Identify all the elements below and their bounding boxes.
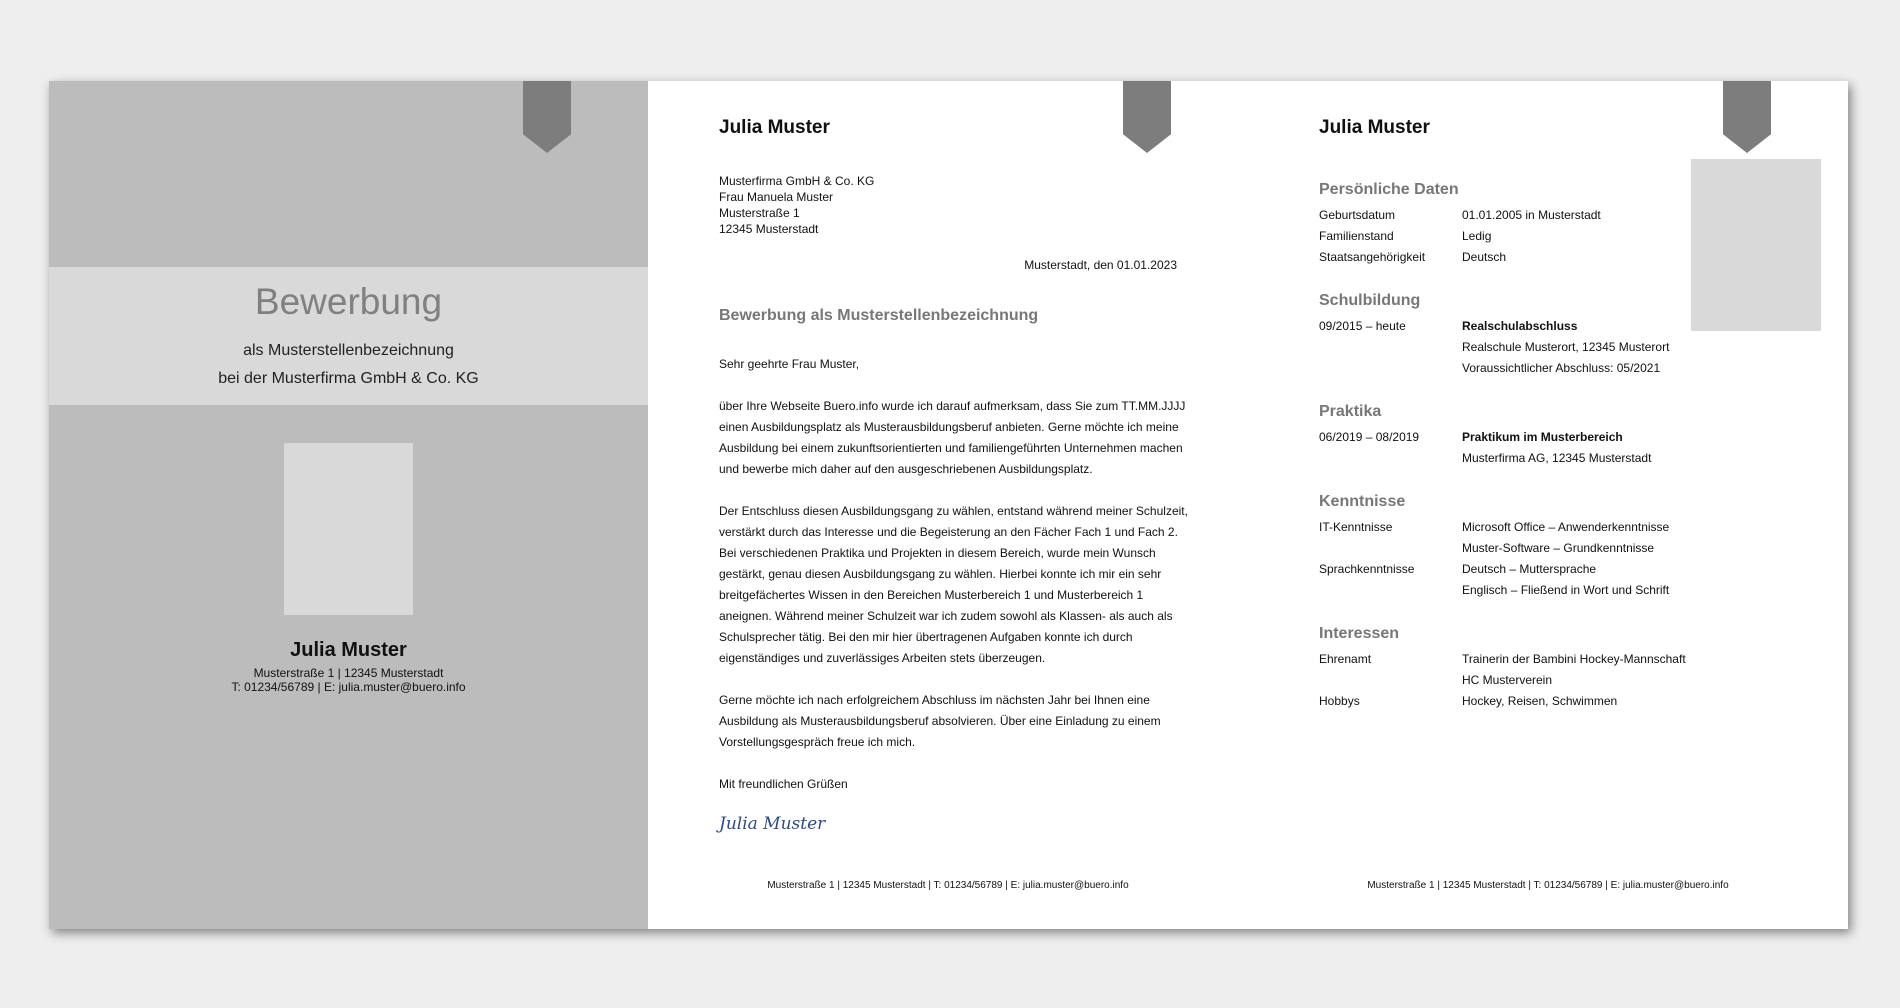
cover-title-band — [49, 267, 648, 405]
section-interests — [1319, 625, 1789, 712]
cv-row — [1319, 649, 1789, 691]
recipient-line: Frau Manuela Muster — [719, 190, 834, 204]
row-value: Realschulabschluss — [1462, 319, 1578, 333]
cv-row — [1319, 316, 1789, 379]
row-value: Deutsch – Muttersprache — [1462, 562, 1597, 576]
cover-subtitle-line2: bei der Musterfirma GmbH & Co. KG — [218, 370, 479, 387]
row-label: Sprachkenntnisse — [1319, 562, 1415, 576]
row-label: IT-Kenntnisse — [1319, 520, 1393, 534]
cover-subtitle-line1: als Musterstellenbezeichnung — [243, 342, 454, 359]
row-label: Staatsangehörigkeit — [1319, 250, 1426, 264]
photo-placeholder — [284, 443, 413, 615]
letter-sender-name: Julia Muster — [719, 117, 830, 138]
row-label: 09/2015 – heute — [1319, 319, 1406, 333]
bookmark-tab — [523, 81, 571, 153]
letter-subject: Bewerbung als Musterstellenbezeichnung — [719, 307, 1039, 324]
application-spread — [49, 81, 1848, 929]
row-label: 06/2019 – 08/2019 — [1319, 430, 1420, 444]
bookmark-tab — [1123, 81, 1171, 153]
row-value: Praktikum im Musterbereich — [1462, 430, 1623, 444]
section-heading: Praktika — [1319, 403, 1382, 420]
recipient-line: 12345 Musterstadt — [719, 222, 819, 236]
cv-name: Julia Muster — [1319, 117, 1430, 138]
row-value: Musterfirma AG, 12345 Musterstadt — [1462, 451, 1652, 465]
cv-page — [1248, 81, 1848, 929]
row-value: Realschule Musterort, 12345 Musterort — [1462, 340, 1670, 354]
row-value: Muster-Software – Grundkenntnisse — [1462, 541, 1655, 555]
section-internship — [1319, 403, 1789, 469]
cv-row — [1319, 517, 1789, 559]
letter-footer: Musterstraße 1 | 12345 Musterstadt | T: 01234/56789 | E: julia.muster@buero.info — [767, 880, 1129, 891]
row-value: Ledig — [1462, 229, 1492, 243]
recipient-line: Musterfirma GmbH & Co. KG — [719, 174, 875, 188]
section-school — [1319, 292, 1789, 379]
cv-row — [1319, 427, 1789, 469]
cv-row — [1319, 247, 1789, 268]
row-value: Microsoft Office – Anwenderkenntnisse — [1462, 520, 1670, 534]
cover-contact: T: 01234/56789 | E: julia.muster@buero.info — [231, 680, 466, 694]
cv-row — [1319, 226, 1789, 247]
handwritten-signature: Julia Muster — [719, 814, 826, 834]
section-heading: Persönliche Daten — [1319, 181, 1459, 198]
row-value: 01.01.2005 in Musterstadt — [1462, 208, 1601, 222]
cv-row — [1319, 691, 1789, 712]
letter-paragraph: Der Entschluss diesen Ausbildungsgang zu wählen, entstand während meiner Schulzeit, verstärkt durch das Interesse und die Begeisterung an den Fächer Fach 1 und Fach 2. Bei verschiedenen Praktika und Projekten in diesem Bereich, wurde mein Wunsch gestärkt, genau diesen Ausbildungsgang zu wählen. Hierbei konnte ich mir ein sehr breitgefächertes Wissen in den Bereichen Musterbereich 1 und Musterbereich 1 aneignen. Während meiner Schulzeit war ich zudem sowohl als Klassen- als auch als Schulsprecher tätig. Bei den mir hier übertragenen Aufgaben konnte ich durch eigenständiges und zuverlässiges Arbeiten stets überzeugen. — [719, 504, 1188, 665]
row-label: Ehrenamt — [1319, 652, 1372, 666]
row-label: Familienstand — [1319, 229, 1394, 243]
row-value: HC Musterverein — [1462, 673, 1553, 687]
section-skills — [1319, 493, 1789, 601]
letter-date: Musterstadt, den 01.01.2023 — [1024, 258, 1177, 272]
section-personal — [1319, 181, 1789, 268]
cv-row — [1319, 559, 1789, 601]
section-heading: Kenntnisse — [1319, 493, 1406, 510]
row-value: Trainerin der Bambini Hockey-Mannschaft — [1462, 652, 1686, 666]
cv-row — [1319, 205, 1789, 226]
bookmark-tab — [1723, 81, 1771, 153]
row-value: Deutsch — [1462, 250, 1507, 264]
letter-body — [719, 354, 1189, 816]
cover-page — [49, 81, 648, 929]
row-value: Hockey, Reisen, Schwimmen — [1462, 694, 1618, 708]
cover-title: Bewerbung — [254, 281, 443, 322]
recipient-line: Musterstraße 1 — [719, 206, 800, 220]
section-heading: Schulbildung — [1319, 292, 1421, 309]
letter-paragraph: über Ihre Webseite Buero.info wurde ich darauf aufmerksam, dass Sie zum TT.MM.JJJJ einen Ausbildungsplatz als Musterausbildungsberuf anbieten. Gerne möchte ich meine Ausbildung bei einem zukunftsorientierten und familiengeführten Unternehmen machen und bewerbe mich daher auf den ausgeschriebenen Ausbildungsplatz. — [719, 399, 1186, 476]
cover-letter-page — [648, 81, 1248, 929]
row-label: Geburtsdatum — [1319, 208, 1396, 222]
section-heading: Interessen — [1319, 625, 1400, 642]
cover-address: Musterstraße 1 | 12345 Musterstadt — [253, 666, 444, 680]
letter-salutation: Sehr geehrte Frau Muster, — [719, 357, 860, 371]
letter-closing: Mit freundlichen Grüßen — [719, 777, 848, 791]
cv-footer: Musterstraße 1 | 12345 Musterstadt | T: 01234/56789 | E: julia.muster@buero.info — [1367, 880, 1729, 891]
recipient-address — [719, 173, 874, 237]
row-value: Englisch – Fließend in Wort und Schrift — [1462, 583, 1670, 597]
letter-paragraph: Gerne möchte ich nach erfolgreichem Abschluss im nächsten Jahr bei Ihnen eine Ausbildung als Musterausbildungsberuf absolvieren. Über eine Einladung zu einem Vorstellungsgespräch freue ich mich. — [719, 693, 1161, 749]
cover-name: Julia Muster — [290, 639, 407, 661]
row-label: Hobbys — [1319, 694, 1360, 708]
row-value: Voraussichtlicher Abschluss: 05/2021 — [1462, 361, 1661, 375]
